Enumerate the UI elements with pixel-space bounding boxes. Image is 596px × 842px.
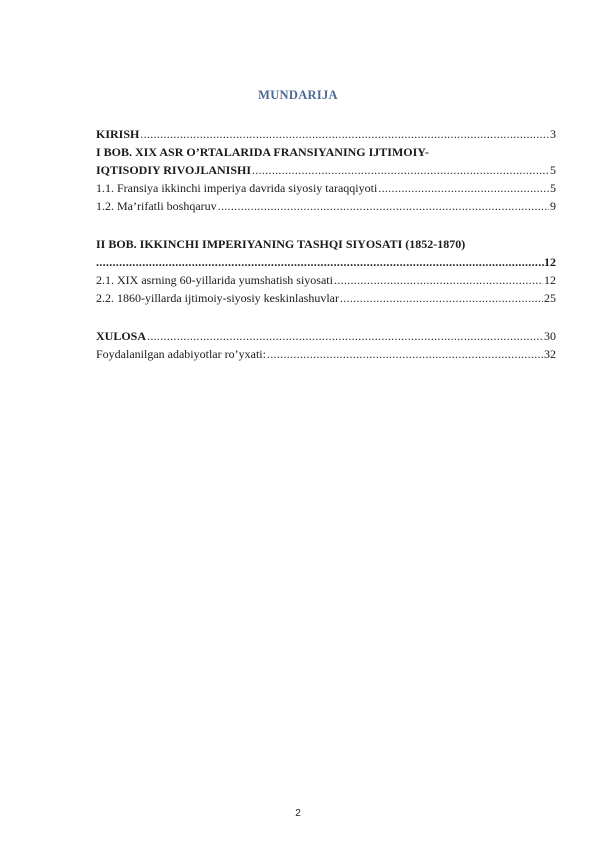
toc-chapter-1-title[interactable]: I BOB. XIX ASR O’RTALARIDA FRANSIYANING IJTIMOIY-: [96, 145, 429, 159]
toc-entry-section-2-1[interactable]: [96, 271, 556, 289]
toc-entry-chapter-2[interactable]: [96, 253, 556, 271]
toc-entry-label: 1.2. Ma’rifatli boshqaruv: [96, 199, 217, 213]
toc-entry-page: 25: [544, 291, 556, 305]
dot-leader: [340, 289, 543, 307]
toc-entry-page: 9: [550, 199, 556, 213]
spacer: [96, 215, 556, 235]
dot-leader: [378, 179, 549, 197]
toc-entry-page: 5: [550, 163, 556, 177]
toc-entry-label: 2.1. XIX asrning 60-yillarida yumshatish siyosati: [96, 273, 333, 287]
toc-entry-kirish[interactable]: [96, 125, 556, 143]
toc-entry-label: Foydalanilgan adabiyotlar ro’yxati:: [96, 347, 266, 361]
dot-leader: [147, 327, 543, 345]
dot-leader: [267, 345, 543, 363]
toc-entry-section-1-2[interactable]: [96, 197, 556, 215]
page-number: 2: [295, 808, 301, 819]
toc-entry-section-2-2[interactable]: [96, 289, 556, 307]
dot-leader: [140, 125, 549, 143]
table-of-contents: [96, 125, 556, 363]
toc-entry-page: 12: [544, 273, 556, 287]
spacer: [96, 307, 556, 327]
toc-entry-label: 1.1. Fransiya ikkinchi imperiya davrida siyosiy taraqqiyoti: [96, 181, 378, 195]
toc-entry-label: XULOSA: [96, 329, 147, 343]
dot-leader: [96, 253, 544, 271]
toc-entry-page: 5: [550, 181, 556, 195]
toc-entry-page: 32: [544, 347, 556, 361]
toc-entry-xulosa[interactable]: [96, 327, 556, 345]
dot-leader: [334, 271, 543, 289]
toc-entry-page: 30: [544, 329, 556, 343]
toc-entry-page: 12: [544, 255, 556, 269]
toc-chapter-2-title[interactable]: II BOB. IKKINCHI IMPERIYANING TASHQI SIYOSATI (1852-1870): [96, 237, 466, 251]
dot-leader: [252, 161, 549, 179]
page-title: MUNDARIJA: [258, 88, 338, 102]
toc-entry-references[interactable]: [96, 345, 556, 363]
toc-entry-chapter-1[interactable]: [96, 161, 556, 179]
toc-entry-label: 2.2. 1860-yillarda ijtimoiy-siyosiy keskinlashuvlar: [96, 291, 339, 305]
dot-leader: [218, 197, 549, 215]
toc-entry-page: 3: [550, 127, 556, 141]
toc-entry-label: IQTISODIY RIVOJLANISHI: [96, 163, 252, 177]
toc-entry-label: KIRISH: [96, 127, 140, 141]
toc-entry-section-1-1[interactable]: [96, 179, 556, 197]
